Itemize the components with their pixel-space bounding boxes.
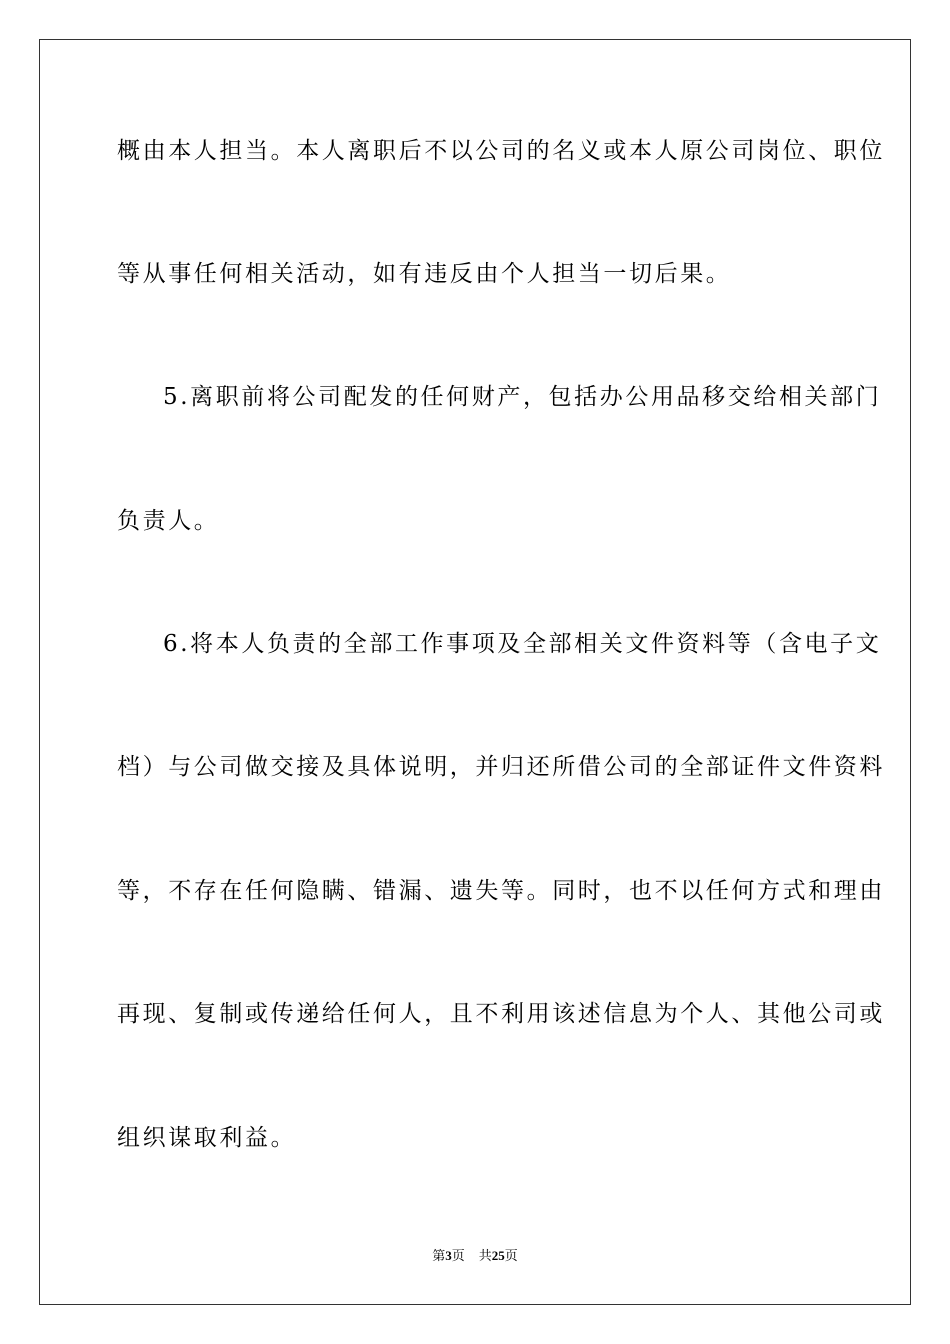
body-line-6: 档）与公司做交接及具体说明，并归还所借公司的全部证件文件资料 bbox=[117, 754, 885, 780]
page-footer bbox=[0, 1248, 950, 1265]
footer-total-prefix: 共 bbox=[478, 1249, 492, 1264]
footer-page-suffix: 页 bbox=[451, 1249, 465, 1264]
body-line-8: 再现、复制或传递给任何人，且不利用该述信息为个人、其他公司或 bbox=[117, 1001, 885, 1027]
page-border bbox=[39, 39, 911, 1305]
body-line-4: 负责人。 bbox=[117, 508, 220, 534]
body-line-9: 组织谋取利益。 bbox=[117, 1125, 297, 1151]
body-line-2: 等从事任何相关活动，如有违反由个人担当一切后果。 bbox=[117, 261, 732, 287]
body-line-7: 等，不存在任何隐瞒、错漏、遗失等。同时，也不以任何方式和理由 bbox=[117, 878, 885, 904]
body-line-3: 5.离职前将公司配发的任何财产，包括办公用品移交给相关部门 bbox=[163, 384, 882, 410]
footer-page-number: 3 bbox=[445, 1248, 452, 1263]
footer-page-prefix: 第 bbox=[432, 1249, 446, 1264]
body-line-1: 概由本人担当。本人离职后不以公司的名义或本人原公司岗位、职位 bbox=[117, 138, 885, 164]
body-line-5: 6.将本人负责的全部工作事项及全部相关文件资料等（含电子文 bbox=[163, 631, 882, 657]
footer-total-suffix: 页 bbox=[504, 1249, 518, 1264]
footer-total-number: 25 bbox=[491, 1248, 505, 1263]
